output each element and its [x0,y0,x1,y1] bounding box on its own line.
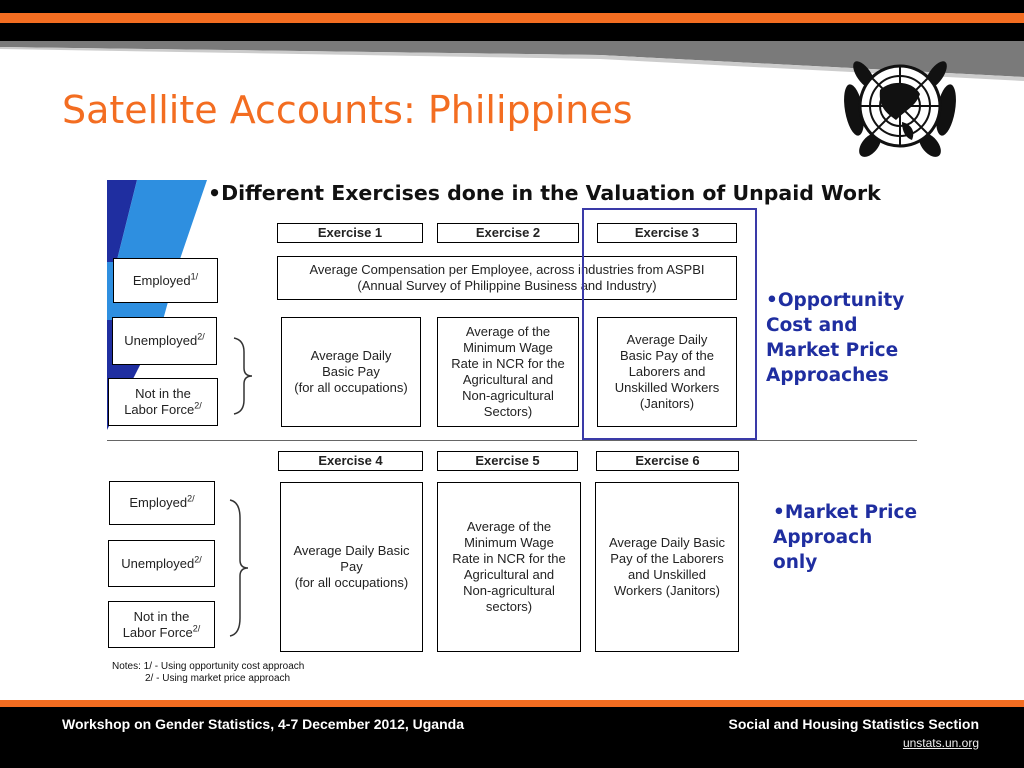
section-divider [107,440,917,441]
category-not-in-labor-force-bottom: Not in the Labor Force$^{2/}$ [108,601,215,648]
exercise-3-highlight [582,208,757,440]
exercise-5-method: Average of the Minimum Wage Rate in NCR for the Agricultural and Non-agricultural sectors) [437,482,581,652]
footer-link[interactable]: unstats.un.org [902,736,979,750]
top-bar-black [0,0,1024,13]
exercise-6-header: Exercise 6 [596,451,739,471]
exercise-4-header: Exercise 4 [278,451,423,471]
category-employed-top: Employed$^{1/}$ [113,258,218,303]
top-bar-orange [0,13,1024,23]
slide-title: Satellite Accounts: Philippines [62,88,633,132]
exercise-4-method: Average Daily Basic Pay (for all occupations) [280,482,423,652]
exercise-5-header: Exercise 5 [437,451,578,471]
footer-event-text: Workshop on Gender Statistics, 4-7 December 2012, Uganda [62,716,464,732]
category-employed-bottom: Employed$^{2/}$ [109,481,215,525]
figure-notes: Notes: 1/ - Using opportunity cost approach 2/ - Using market price approach [112,661,305,684]
footer-orange-bar [0,700,1024,707]
brace-bottom [226,498,252,638]
employed-method-aspbi: Average Compensation per Employee, across industries from ASPBI (Annual Survey of Philippine Business and Industry) [277,256,737,300]
un-emblem-logo [832,50,968,162]
category-unemployed-bottom: Unemployed$^{2/}$ [108,540,215,587]
footer-section-text: Social and Housing Statistics Section [728,716,979,732]
exercise-2-header: Exercise 2 [437,223,579,243]
exercise-1-method: Average Daily Basic Pay (for all occupations) [281,317,421,427]
approach-opportunity-cost: •Opportunity Cost and Market Price Approaches [766,290,905,386]
approach-market-price: •Market Price Approach only [773,502,918,573]
brace-top [230,336,256,416]
exercise-6-method: Average Daily Basic Pay of the Laborers and Unskilled Workers (Janitors) [595,482,739,652]
exercise-2-method: Average of the Minimum Wage Rate in NCR for the Agricultural and Non-agricultural Sectors) [437,317,579,427]
top-bar-black-lower [0,23,1024,41]
category-not-in-labor-force-top: Not in the Labor Force$^{2/}$ [108,378,218,426]
exercise-3-method: Average Daily Basic Pay of the Laborers and Unskilled Workers (Janitors) [597,317,737,427]
figure-header: •Different Exercises done in the Valuation of Unpaid Work [208,181,881,205]
exercise-3-header: Exercise 3 [597,223,737,243]
category-unemployed-top: Unemployed$^{2/}$ [112,317,217,365]
exercise-1-header: Exercise 1 [277,223,423,243]
